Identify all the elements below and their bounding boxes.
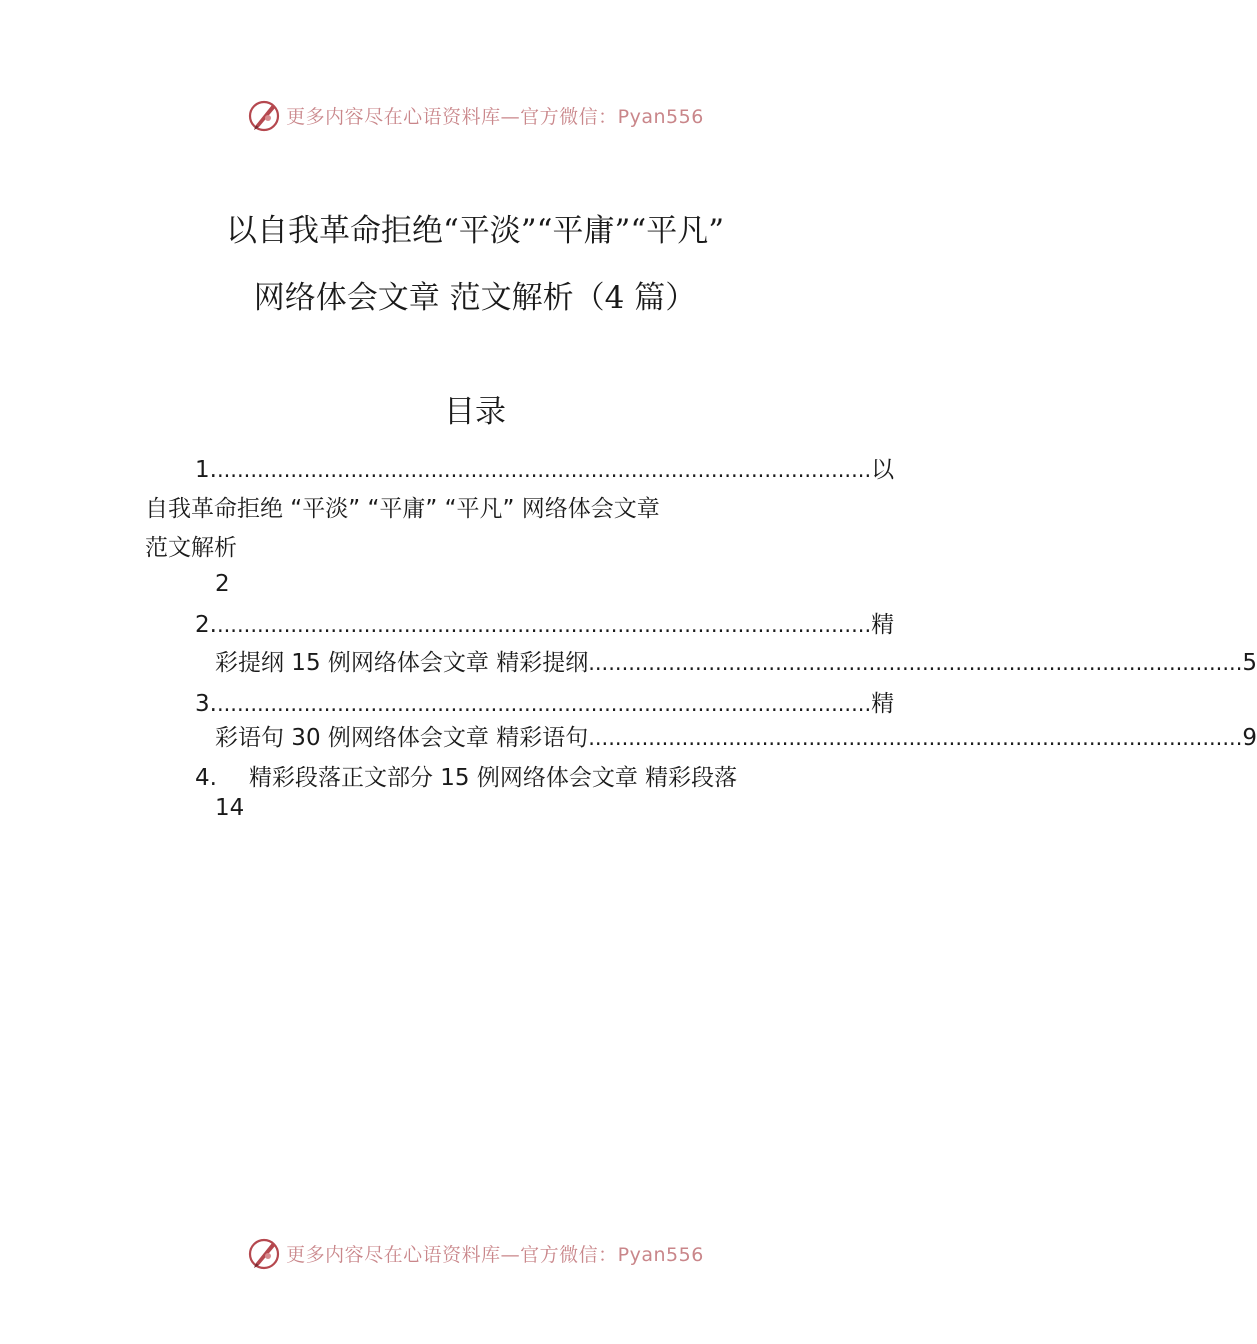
banner-text: 更多内容尽在心语资料库—官方微信：Pyan556 [286,105,704,128]
toc-entry-page: 5 [1242,650,1257,676]
document-title-line-2: 网络体会文章 范文解析（4 篇） [253,280,697,316]
toc-entry-1-line-3: 范文解析 [145,535,237,561]
toc-entry-number: 3. [195,691,217,717]
header-banner [0,95,950,135]
toc-entry-4-page: 14 [215,795,245,821]
toc-leader-dots: .................................................................................................. [588,651,1243,675]
toc-leader-dots: .................................................................................................. [216,692,872,716]
toc-entry-number: 1. [195,457,217,483]
toc-entry-number: 2. [195,612,217,638]
wechat-id: Pyan556 [617,105,704,128]
toc-entry-2-line-2[interactable] [215,648,1257,678]
toc-leader-dots: .................................................................................................. [216,613,872,637]
toc-entry-title: 精彩段落正文部分 15 例网络体会文章 精彩段落 [248,765,738,791]
toc-entry-title-start: 精 [871,612,895,638]
toc-entry-3-line-2[interactable] [215,723,1257,753]
document-title-line-1: 以自我革命拒绝“平淡”“平庸”“平凡” [225,213,725,249]
toc-entry-1-line-1[interactable] [195,455,895,485]
toc-entry-3-line-1[interactable] [195,689,895,719]
toc-entry-title-start: 以 [871,457,895,483]
toc-leader-dots: .................................................................................................. [216,458,872,482]
banner-text: 更多内容尽在心语资料库—官方微信：Pyan556 [286,1243,704,1266]
toc-entry-title: 彩语句 30 例网络体会文章 精彩语句 [215,725,589,751]
toc-entry-2-line-1[interactable] [195,610,895,640]
wechat-id: Pyan556 [617,1243,704,1266]
toc-entry-page: 9 [1242,725,1257,751]
toc-entry-1-line-2: 自我革命拒绝 “平淡” “平庸” “平凡” 网络体会文章 [145,496,660,522]
pen-logo-icon [246,1235,282,1271]
toc-entry-4-line-1[interactable] [195,763,819,793]
toc-entry-number: 4. [195,765,217,791]
toc-leader-dots: .................................................................................................. [588,726,1243,750]
footer-banner [0,1233,950,1273]
toc-entry-title-start: 精 [871,691,895,717]
toc-heading: 目录 [444,394,506,430]
toc-entry-title: 彩提纲 15 例网络体会文章 精彩提纲 [215,650,589,676]
pen-logo-icon [246,97,282,133]
toc-entry-1-page: 2 [215,571,230,597]
